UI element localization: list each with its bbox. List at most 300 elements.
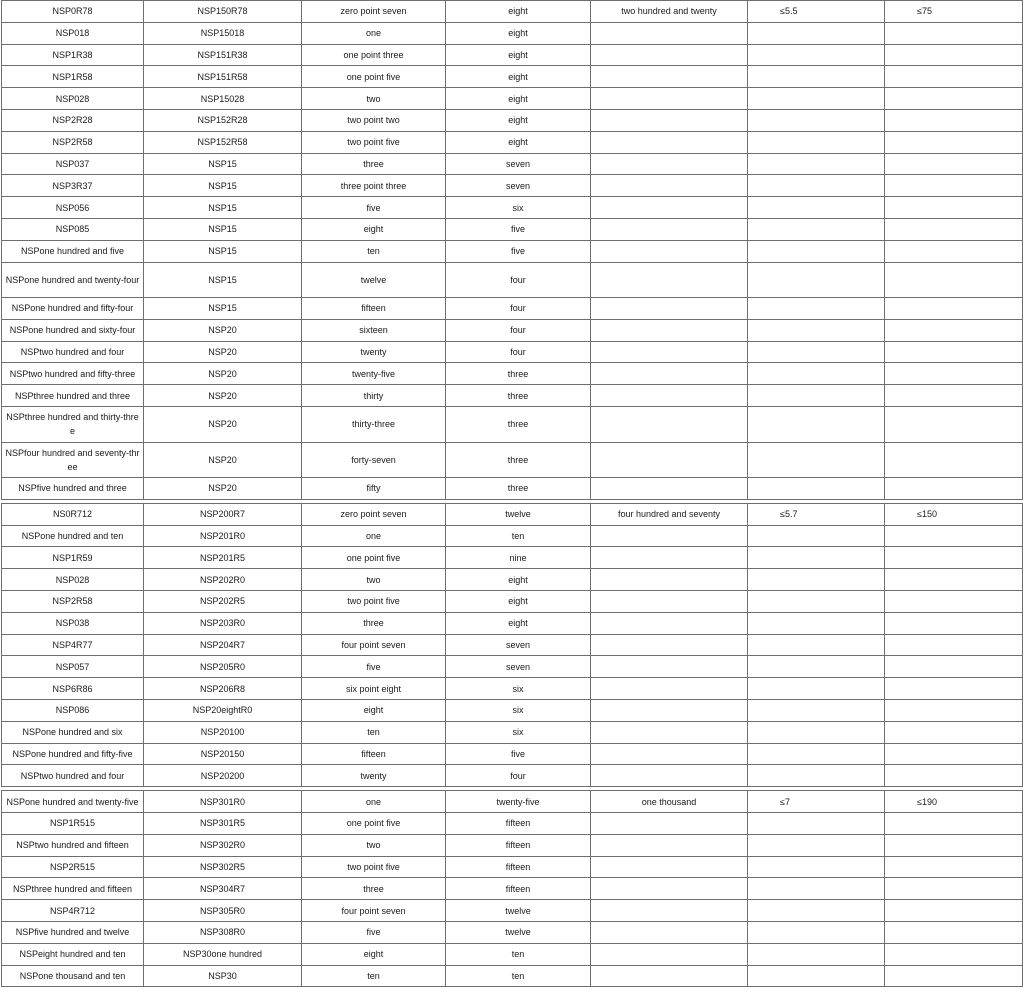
limit-a-cell — [748, 965, 885, 987]
table-row — [2, 965, 1023, 987]
limit-b-cell — [885, 943, 1023, 965]
size-label-cell — [591, 634, 748, 656]
size-label-cell — [591, 591, 748, 613]
reference-cell: NSP301R5 — [144, 813, 302, 835]
count-cell: four — [446, 341, 591, 363]
size-label-cell — [591, 569, 748, 591]
size-label-cell — [591, 88, 748, 110]
count-cell: three — [446, 442, 591, 478]
limit-b-cell — [885, 153, 1023, 175]
reference-cell: NSP20200 — [144, 765, 302, 787]
limit-b-cell — [885, 721, 1023, 743]
count-cell: nine — [446, 547, 591, 569]
reference-cell: NSP15 — [144, 298, 302, 320]
limit-a-cell — [748, 878, 885, 900]
reference-cell: NSP15 — [144, 218, 302, 240]
limit-a-cell — [748, 175, 885, 197]
size-label-cell — [591, 442, 748, 478]
reference-cell: NSP20 — [144, 407, 302, 443]
count-cell: seven — [446, 634, 591, 656]
value-cell: three — [302, 153, 446, 175]
count-cell: eight — [446, 66, 591, 88]
value-cell: two point five — [302, 131, 446, 153]
table-row — [2, 153, 1023, 175]
count-cell: fifteen — [446, 813, 591, 835]
table-row — [2, 44, 1023, 66]
size-label-cell — [591, 197, 748, 219]
count-cell: twelve — [446, 921, 591, 943]
limit-a-cell — [748, 834, 885, 856]
reference-cell: NSP151R58 — [144, 66, 302, 88]
table-row — [2, 591, 1023, 613]
limit-a-cell — [748, 298, 885, 320]
value-cell: five — [302, 197, 446, 219]
limit-b-cell — [885, 813, 1023, 835]
count-cell: fifteen — [446, 834, 591, 856]
table-row — [2, 175, 1023, 197]
size-label-cell — [591, 319, 748, 341]
part-number-cell: NSPone hundred and five — [2, 240, 144, 262]
value-cell: one — [302, 525, 446, 547]
limit-b-cell: ≤190 — [885, 791, 1023, 813]
limit-a-cell: ≤7 — [748, 791, 885, 813]
size-label-cell — [591, 218, 748, 240]
count-cell: twenty-five — [446, 791, 591, 813]
part-number-cell: NSPone hundred and twenty-four — [2, 262, 144, 298]
table-row — [2, 700, 1023, 722]
size-label-cell — [591, 965, 748, 987]
table-row — [2, 407, 1023, 443]
limit-b-cell — [885, 900, 1023, 922]
size-label-cell — [591, 22, 748, 44]
part-number-cell: NSPfive hundred and twelve — [2, 921, 144, 943]
size-label-cell — [591, 385, 748, 407]
limit-b-cell — [885, 834, 1023, 856]
value-cell: six point eight — [302, 678, 446, 700]
part-number-cell: NSP1R38 — [2, 44, 144, 66]
part-number-cell: NSPthree hundred and three — [2, 385, 144, 407]
size-label-cell — [591, 525, 748, 547]
reference-cell: NSP20 — [144, 385, 302, 407]
part-number-cell: NSP3R37 — [2, 175, 144, 197]
reference-cell: NSP20 — [144, 341, 302, 363]
limit-a-cell: ≤5.7 — [748, 503, 885, 525]
limit-a-cell — [748, 442, 885, 478]
limit-b-cell — [885, 743, 1023, 765]
table-row — [2, 765, 1023, 787]
limit-a-cell — [748, 612, 885, 634]
value-cell: five — [302, 921, 446, 943]
size-label-cell — [591, 363, 748, 385]
reference-cell: NSP15028 — [144, 88, 302, 110]
value-cell: thirty-three — [302, 407, 446, 443]
part-number-cell: NSPone hundred and sixty-four — [2, 319, 144, 341]
part-number-cell: NSPtwo hundred and fifty-three — [2, 363, 144, 385]
limit-a-cell — [748, 197, 885, 219]
size-label-cell — [591, 878, 748, 900]
part-number-cell: NSPone thousand and ten — [2, 965, 144, 987]
part-number-cell: NSPfour hundred and seventy-three — [2, 442, 144, 478]
part-number-cell: NSP037 — [2, 153, 144, 175]
limit-a-cell — [748, 634, 885, 656]
limit-a-cell — [748, 88, 885, 110]
table-row — [2, 88, 1023, 110]
table-row — [2, 1, 1023, 23]
part-number-cell: NS0R712 — [2, 503, 144, 525]
reference-cell: NSP30 — [144, 965, 302, 987]
limit-b-cell: ≤150 — [885, 503, 1023, 525]
reference-cell: NSP20 — [144, 363, 302, 385]
size-label-cell — [591, 44, 748, 66]
part-number-cell: NSPfive hundred and three — [2, 478, 144, 500]
count-cell: three — [446, 478, 591, 500]
limit-b-cell — [885, 341, 1023, 363]
limit-a-cell — [748, 921, 885, 943]
value-cell: eight — [302, 218, 446, 240]
value-cell: one — [302, 22, 446, 44]
part-number-cell: NSP4R712 — [2, 900, 144, 922]
limit-a-cell — [748, 813, 885, 835]
table-row — [2, 385, 1023, 407]
limit-b-cell — [885, 262, 1023, 298]
count-cell: ten — [446, 525, 591, 547]
limit-b-cell — [885, 478, 1023, 500]
part-number-cell: NSP4R77 — [2, 634, 144, 656]
count-cell: five — [446, 743, 591, 765]
reference-cell: NSP201R0 — [144, 525, 302, 547]
limit-a-cell — [748, 591, 885, 613]
table-row — [2, 813, 1023, 835]
count-cell: eight — [446, 591, 591, 613]
value-cell: sixteen — [302, 319, 446, 341]
value-cell: four point seven — [302, 900, 446, 922]
limit-b-cell — [885, 319, 1023, 341]
value-cell: three — [302, 612, 446, 634]
size-label-cell — [591, 478, 748, 500]
table-row — [2, 943, 1023, 965]
value-cell: forty-seven — [302, 442, 446, 478]
limit-a-cell — [748, 341, 885, 363]
size-label-cell — [591, 900, 748, 922]
limit-a-cell — [748, 700, 885, 722]
count-cell: eight — [446, 612, 591, 634]
limit-a-cell — [748, 569, 885, 591]
table-row — [2, 525, 1023, 547]
limit-b-cell — [885, 44, 1023, 66]
limit-b-cell — [885, 921, 1023, 943]
limit-a-cell — [748, 319, 885, 341]
limit-a-cell — [748, 407, 885, 443]
size-label-cell — [591, 813, 748, 835]
limit-a-cell — [748, 218, 885, 240]
count-cell: eight — [446, 1, 591, 23]
count-cell: ten — [446, 965, 591, 987]
limit-a-cell — [748, 109, 885, 131]
size-label-cell — [591, 656, 748, 678]
reference-cell: NSP30one hundred — [144, 943, 302, 965]
value-cell: twelve — [302, 262, 446, 298]
size-label-cell — [591, 612, 748, 634]
limit-b-cell — [885, 678, 1023, 700]
limit-a-cell — [748, 656, 885, 678]
value-cell: one point five — [302, 66, 446, 88]
part-number-cell: NSPone hundred and six — [2, 721, 144, 743]
count-cell: seven — [446, 153, 591, 175]
limit-b-cell — [885, 407, 1023, 443]
count-cell: eight — [446, 109, 591, 131]
reference-cell: NSP203R0 — [144, 612, 302, 634]
part-number-cell: NSP018 — [2, 22, 144, 44]
limit-a-cell — [748, 856, 885, 878]
table-row — [2, 478, 1023, 500]
part-number-cell: NSP085 — [2, 218, 144, 240]
limit-a-cell — [748, 131, 885, 153]
count-cell: six — [446, 197, 591, 219]
limit-b-cell — [885, 856, 1023, 878]
limit-b-cell — [885, 656, 1023, 678]
reference-cell: NSP202R5 — [144, 591, 302, 613]
value-cell: one point three — [302, 44, 446, 66]
table-row — [2, 678, 1023, 700]
limit-b-cell — [885, 878, 1023, 900]
part-number-cell: NSP056 — [2, 197, 144, 219]
value-cell: one point five — [302, 547, 446, 569]
reference-cell: NSP15 — [144, 153, 302, 175]
reference-cell: NSP20 — [144, 442, 302, 478]
count-cell: eight — [446, 44, 591, 66]
table-row — [2, 569, 1023, 591]
table-row — [2, 743, 1023, 765]
part-number-cell: NSP1R515 — [2, 813, 144, 835]
count-cell: four — [446, 319, 591, 341]
count-cell: eight — [446, 88, 591, 110]
size-label-cell — [591, 547, 748, 569]
value-cell: two point five — [302, 591, 446, 613]
limit-a-cell — [748, 240, 885, 262]
size-label-cell — [591, 678, 748, 700]
limit-a-cell — [748, 22, 885, 44]
limit-b-cell — [885, 547, 1023, 569]
value-cell: twenty — [302, 341, 446, 363]
table-row — [2, 262, 1023, 298]
value-cell: one point five — [302, 813, 446, 835]
table-row — [2, 218, 1023, 240]
reference-cell: NSP20eightR0 — [144, 700, 302, 722]
limit-b-cell — [885, 591, 1023, 613]
table-row — [2, 131, 1023, 153]
reference-cell: NSP152R58 — [144, 131, 302, 153]
value-cell: two — [302, 569, 446, 591]
reference-cell: NSP15 — [144, 197, 302, 219]
part-number-cell: NSPtwo hundred and four — [2, 765, 144, 787]
count-cell: ten — [446, 943, 591, 965]
size-label-cell — [591, 856, 748, 878]
size-label-cell — [591, 153, 748, 175]
count-cell: five — [446, 218, 591, 240]
part-number-cell: NSP057 — [2, 656, 144, 678]
limit-a-cell — [748, 678, 885, 700]
count-cell: seven — [446, 656, 591, 678]
part-number-cell: NSPthree hundred and fifteen — [2, 878, 144, 900]
limit-b-cell — [885, 66, 1023, 88]
table-row — [2, 856, 1023, 878]
table-row — [2, 66, 1023, 88]
part-number-cell: NSP086 — [2, 700, 144, 722]
size-label-cell: four hundred and seventy — [591, 503, 748, 525]
count-cell: eight — [446, 131, 591, 153]
reference-cell: NSP15 — [144, 175, 302, 197]
count-cell: three — [446, 407, 591, 443]
reference-cell: NSP152R28 — [144, 109, 302, 131]
reference-cell: NSP151R38 — [144, 44, 302, 66]
limit-a-cell — [748, 525, 885, 547]
reference-cell: NSP15 — [144, 262, 302, 298]
limit-b-cell — [885, 240, 1023, 262]
table-row — [2, 503, 1023, 525]
size-label-cell — [591, 765, 748, 787]
table-row — [2, 341, 1023, 363]
limit-b-cell — [885, 634, 1023, 656]
table-row — [2, 298, 1023, 320]
size-label-cell — [591, 921, 748, 943]
size-label-cell — [591, 700, 748, 722]
value-cell: ten — [302, 240, 446, 262]
part-number-cell: NSP6R86 — [2, 678, 144, 700]
count-cell: six — [446, 678, 591, 700]
count-cell: fifteen — [446, 856, 591, 878]
limit-b-cell — [885, 385, 1023, 407]
table-row — [2, 834, 1023, 856]
part-number-cell: NSP1R58 — [2, 66, 144, 88]
count-cell: eight — [446, 569, 591, 591]
table-row — [2, 240, 1023, 262]
value-cell: thirty — [302, 385, 446, 407]
table-row — [2, 721, 1023, 743]
size-label-cell — [591, 109, 748, 131]
table-row — [2, 656, 1023, 678]
size-label-cell — [591, 66, 748, 88]
part-number-cell: NSP2R58 — [2, 131, 144, 153]
reference-cell: NSP301R0 — [144, 791, 302, 813]
value-cell: fifty — [302, 478, 446, 500]
size-label-cell — [591, 834, 748, 856]
limit-b-cell — [885, 363, 1023, 385]
size-label-cell — [591, 721, 748, 743]
size-label-cell — [591, 743, 748, 765]
count-cell: six — [446, 721, 591, 743]
size-label-cell — [591, 175, 748, 197]
limit-a-cell — [748, 900, 885, 922]
reference-cell: NSP202R0 — [144, 569, 302, 591]
value-cell: two point five — [302, 856, 446, 878]
limit-a-cell — [748, 721, 885, 743]
value-cell: zero point seven — [302, 1, 446, 23]
table-row — [2, 197, 1023, 219]
table-row — [2, 921, 1023, 943]
spec-table — [1, 0, 1023, 987]
size-label-cell — [591, 407, 748, 443]
limit-a-cell — [748, 765, 885, 787]
table-row — [2, 363, 1023, 385]
limit-a-cell — [748, 153, 885, 175]
value-cell: eight — [302, 943, 446, 965]
part-number-cell: NSPone hundred and twenty-five — [2, 791, 144, 813]
reference-cell: NSP20100 — [144, 721, 302, 743]
part-number-cell: NSPone hundred and fifty-five — [2, 743, 144, 765]
count-cell: five — [446, 240, 591, 262]
limit-b-cell — [885, 218, 1023, 240]
reference-cell: NSP20150 — [144, 743, 302, 765]
spec-table-body — [2, 1, 1023, 987]
limit-b-cell — [885, 965, 1023, 987]
reference-cell: NSP150R78 — [144, 1, 302, 23]
reference-cell: NSP200R7 — [144, 503, 302, 525]
part-number-cell: NSPone hundred and ten — [2, 525, 144, 547]
limit-b-cell — [885, 109, 1023, 131]
table-row — [2, 442, 1023, 478]
reference-cell: NSP205R0 — [144, 656, 302, 678]
size-label-cell — [591, 262, 748, 298]
table-row — [2, 634, 1023, 656]
count-cell: three — [446, 363, 591, 385]
value-cell: four point seven — [302, 634, 446, 656]
limit-b-cell — [885, 22, 1023, 44]
reference-cell: NSP302R0 — [144, 834, 302, 856]
part-number-cell: NSP1R59 — [2, 547, 144, 569]
value-cell: two point two — [302, 109, 446, 131]
limit-b-cell — [885, 525, 1023, 547]
part-number-cell: NSP038 — [2, 612, 144, 634]
size-label-cell — [591, 131, 748, 153]
limit-a-cell — [748, 547, 885, 569]
table-row — [2, 547, 1023, 569]
limit-a-cell: ≤5.5 — [748, 1, 885, 23]
limit-b-cell — [885, 765, 1023, 787]
value-cell: ten — [302, 965, 446, 987]
limit-b-cell — [885, 175, 1023, 197]
part-number-cell: NSP028 — [2, 569, 144, 591]
part-number-cell: NSPone hundred and fifty-four — [2, 298, 144, 320]
count-cell: four — [446, 765, 591, 787]
limit-a-cell — [748, 743, 885, 765]
part-number-cell: NSP2R28 — [2, 109, 144, 131]
part-number-cell: NSPtwo hundred and fifteen — [2, 834, 144, 856]
table-row — [2, 109, 1023, 131]
count-cell: six — [446, 700, 591, 722]
limit-a-cell — [748, 363, 885, 385]
part-number-cell: NSP2R515 — [2, 856, 144, 878]
limit-b-cell — [885, 197, 1023, 219]
size-label-cell — [591, 298, 748, 320]
reference-cell: NSP20 — [144, 478, 302, 500]
value-cell: two — [302, 834, 446, 856]
table-row — [2, 319, 1023, 341]
count-cell: twelve — [446, 503, 591, 525]
value-cell: eight — [302, 700, 446, 722]
value-cell: three point three — [302, 175, 446, 197]
count-cell: twelve — [446, 900, 591, 922]
part-number-cell: NSPthree hundred and thirty-three — [2, 407, 144, 443]
value-cell: fifteen — [302, 743, 446, 765]
limit-a-cell — [748, 385, 885, 407]
size-label-cell — [591, 240, 748, 262]
part-number-cell: NSP0R78 — [2, 1, 144, 23]
limit-b-cell — [885, 612, 1023, 634]
value-cell: twenty — [302, 765, 446, 787]
reference-cell: NSP204R7 — [144, 634, 302, 656]
reference-cell: NSP201R5 — [144, 547, 302, 569]
value-cell: one — [302, 791, 446, 813]
